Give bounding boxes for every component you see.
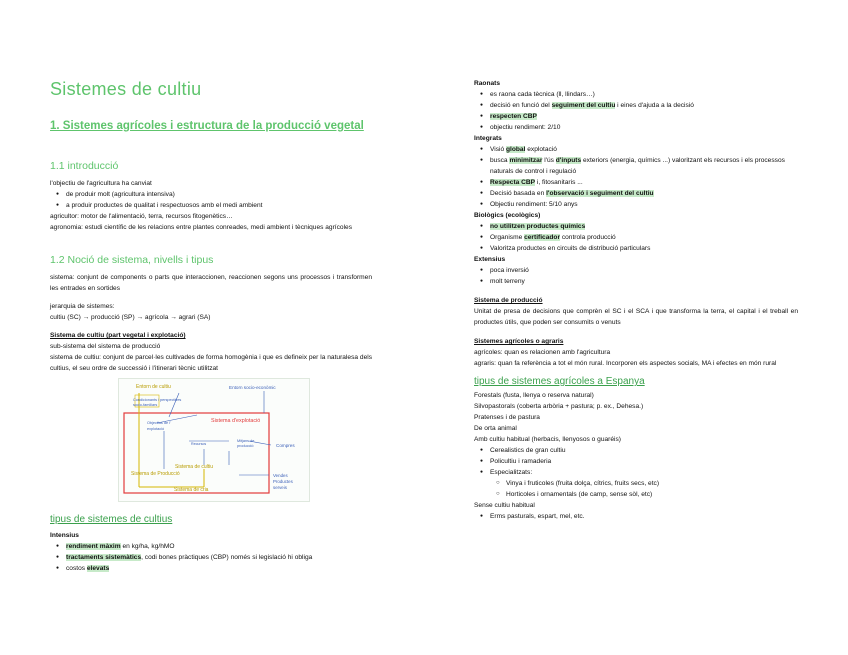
text-pratenses: Pratenses i de pastura — [474, 414, 540, 421]
text-jerarquia-label: jerarquia de sistemes: — [50, 303, 115, 310]
sublist-especialitzats — [490, 478, 798, 500]
text-agronomia: agronomia: estudi científic de les relacions entre plantes conreades, medi ambient i tècniques agrícoles — [50, 224, 353, 231]
text-sistema-cultiu: sistema de cultiu: conjunt de parcel·les cultivades de forma homogènia i que es defineix per la naturalesa dels cultius, el seu ordre de successió i l'itinerari tècnic utilitzat — [50, 354, 372, 372]
section-heading-1: 1. Sistemes agrícoles i estructura de la producció vegetal — [50, 120, 364, 132]
list-item: ● Decisió basada en l'observació i seguiment del cultiu — [490, 188, 798, 199]
heading-tipus-cultius: tipus de sistemes de cultius — [50, 514, 173, 525]
text-raonats: Raonats — [474, 80, 501, 87]
list-item: ● Valoritza productes en circuits de distribució particulars — [490, 243, 798, 254]
sistema-cultiu-diagram — [118, 378, 310, 502]
heading-sistemes-agricoles: Sistemes agrícoles o agraris — [474, 338, 564, 345]
label-socio: Entorn socio-econòmic — [229, 385, 276, 390]
list-item: ● Respecta CBP i, fitosanitaris ... — [490, 177, 798, 188]
list-item: ● Organisme certificador controla producció — [490, 232, 798, 243]
list-item: ● es raona cada tècnica (ll, llindars…) — [490, 89, 798, 100]
list-objectiu — [50, 189, 372, 211]
text-sistema-produccio: Unitat de presa de decisions que comprèn el SC i el SCA i que transforma la terra, el capital i el treball en productes útils, que poden ser consumits o venuts — [474, 308, 798, 326]
label-mitjans: Mitjans de — [237, 439, 255, 443]
text-forestals: Forestals (fusta, llenya o reserva natural) — [474, 392, 594, 399]
section-tipus-cultius — [50, 514, 372, 574]
text-subsistema: sub-sistema del sistema de producció — [50, 343, 161, 350]
list-item: ● objectiu rendiment: 2/10 — [490, 122, 798, 133]
text-silvopastorals: Silvopastorals (coberta arbòria + pastura; p. ex., Dehesa.) — [474, 403, 644, 410]
list-item: ● a produir productes de qualitat i respectuosos amb el medi ambient — [66, 200, 372, 211]
label-socio-familiars: socio-familiars — [133, 403, 158, 407]
heading-introduccio: 1.1 introducció — [50, 160, 119, 172]
label-serveis: serveis — [273, 485, 287, 490]
text-orta-animal: De orta animal — [474, 425, 517, 432]
list-item: ● Objectiu rendiment: 5/10 anys — [490, 199, 798, 210]
list-biologics — [474, 221, 798, 254]
label-sistema-produccio: Sistema de Producció — [131, 471, 180, 477]
list-item: ○ Horticoles i ornamentals (de camp, sense sòl, etc) — [506, 489, 798, 500]
text-objectiu: l'objectiu de l'agricultura ha canviat — [50, 180, 152, 187]
list-item: ● molt terreny — [490, 276, 798, 287]
list-item: ● rendiment màxim en kg/ha, kg/hMO — [66, 541, 372, 552]
text-extensius: Extensius — [474, 256, 506, 263]
section-1-1 — [50, 160, 372, 233]
label-sistema-cultiu: Sistema de cultiu — [175, 464, 214, 470]
list-integrats — [474, 144, 798, 210]
label-explotacio: explotació — [147, 427, 165, 431]
text-intensius: Intensius — [50, 532, 79, 539]
label-vendes: Vendes — [273, 473, 288, 478]
list-item: ● Especialitzats: ○ Vinya i fruticoles (fruita dolça, cítrics, fruits secs, etc) ○ Horticoles i ornamentals (de camp, sense sòl, etc) — [490, 467, 798, 500]
heading-sistema-produccio: Sistema de producció — [474, 297, 543, 304]
text-agricoles: agrícoles: quan es relacionen amb l'agricultura — [474, 349, 611, 356]
text-jerarquia: cultiu (SC) → producció (SP) → agrícola → agrari (SA) — [50, 314, 211, 321]
text-agricultor: agricultor: motor de l'alimentació, terra, recursos fitogenètics… — [50, 213, 233, 220]
list-item: ● Policultiu i ramaderia — [490, 456, 798, 467]
label-condicionants: Condicionants i perspectives — [133, 398, 182, 402]
list-sense-cultiu — [474, 511, 798, 522]
heading-sistema-cultiu: Sistema de cultiu (part vegetal i explotació) — [50, 332, 186, 339]
text-integrats: Integrats — [474, 135, 502, 142]
label-produccio: producció — [237, 444, 254, 448]
heading-nocio-sistema: 1.2 Noció de sistema, nivells i tipus — [50, 254, 214, 266]
list-item: ● no utilitzen productes químics — [490, 221, 798, 232]
list-item: ● poca inversió — [490, 265, 798, 276]
list-item: ● busca minimitzar l'ús d'inputs exteriors (energia, químics ...) valoritzant els recursos i els processos naturals de control i regulació — [490, 155, 798, 177]
right-column — [474, 78, 798, 522]
list-item: ● Cerealistics de gran cultiu — [490, 445, 798, 456]
list-cultiu-habitual — [474, 445, 798, 500]
text-sense-cultiu: Sense cultiu habitual — [474, 502, 535, 509]
list-item: ● Visió global explotació — [490, 144, 798, 155]
label-productes: Productes — [273, 479, 293, 484]
list-extensius — [474, 265, 798, 287]
label-compres: Compres — [276, 443, 295, 448]
list-item: ● de produir molt (agricultura intensiva) — [66, 189, 372, 200]
list-item: ● tractaments sistemàtics, codi bones pràctiques (CBP) només si legislació hi obliga — [66, 552, 372, 563]
label-sistema-explotacio: Sistema d'explotació — [211, 418, 261, 424]
list-item: ● costos elevats — [66, 563, 372, 574]
list-raonats — [474, 89, 798, 133]
red-box — [124, 413, 269, 493]
diagram-svg — [119, 379, 309, 501]
list-item: ● decisió en funció del seguiment del cultiu i eines d'ajuda a la decisió — [490, 100, 798, 111]
list-item: ○ Vinya i fruticoles (fruita dolça, cítrics, fruits secs, etc) — [506, 478, 798, 489]
label-recursos: Recursos — [191, 442, 207, 446]
list-intensius — [50, 541, 372, 574]
text-biologics: Biològics (ecològics) — [474, 212, 541, 219]
heading-tipus-espanya: tipus de sistemes agrícoles a Espanya — [474, 376, 645, 387]
label-entorn: Entorn de cultiu — [136, 384, 171, 390]
label-sistema-cria: Sistema de cria — [174, 487, 209, 493]
text-agraris: agraris: quan fa referència a tot el món rural. Incorporen els aspectes socials, MA i efectes en món rural — [474, 360, 777, 367]
page-title: Sistemes de cultiu — [50, 79, 202, 99]
list-item: ● Erms pasturals, espart, mel, etc. — [490, 511, 798, 522]
list-item: ● respecten CBP — [490, 111, 798, 122]
text-cultiu-habitual: Amb cultiu habitual (herbacis, llenyosos o guaréis) — [474, 436, 621, 443]
label-objectius: Objectius de l' — [147, 421, 171, 425]
text-sistema: sistema: conjunt de components o parts que interaccionen, reaccionen segons uns processos i transformen les entrades en sortides — [50, 274, 372, 292]
section-1-2 — [50, 254, 372, 374]
